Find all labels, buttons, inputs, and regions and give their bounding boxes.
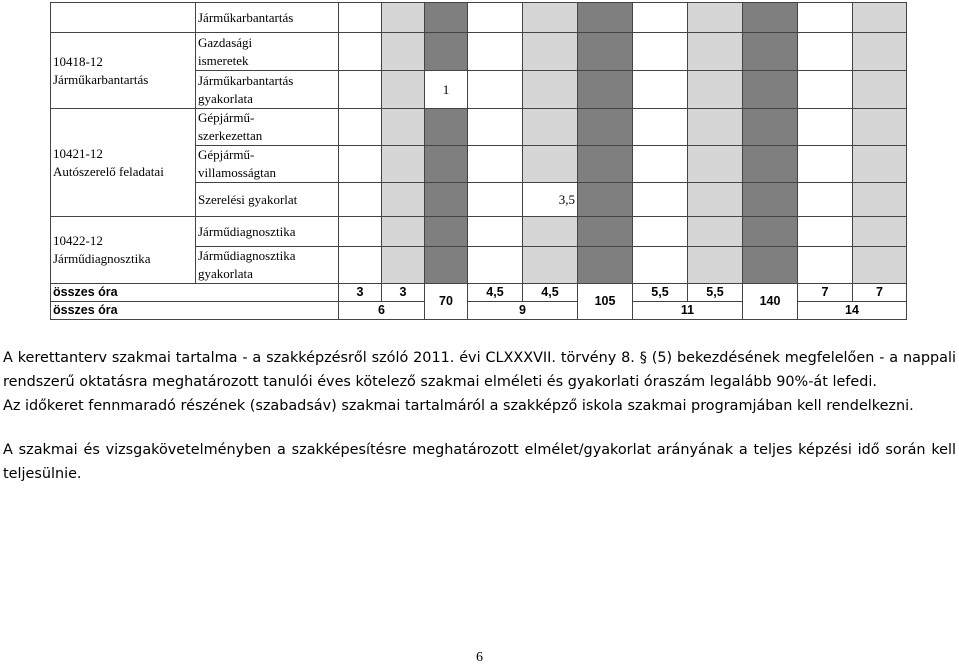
total-hours-row (51, 284, 907, 302)
total-value: 5,5 (633, 284, 688, 302)
total-value: 70 (425, 284, 468, 320)
table-row (51, 3, 907, 33)
text-line: Az időkeret fennmaradó részének (szabadsáv) szakmai tartalmáról a szakképző iskola szakmai programjában kell rendelkezni. (3, 398, 914, 414)
module-cell (51, 3, 196, 33)
total-value: 11 (633, 302, 743, 320)
text-line: A kerettanterv szakmai tartalma - a szakképzésről szóló 2011. évi CLXXXVII. törvény 8. § (5) bekezdésének megfelelően - a nappali (3, 350, 956, 366)
total-value: 3 (339, 284, 382, 302)
subject-cell: Járműdiagnosztika gyakorlata (196, 247, 339, 284)
total-value: 3 (382, 284, 425, 302)
subject-cell: Gazdasági ismeretek (196, 33, 339, 71)
subject-cell: Járműkarbantartás gyakorlata (196, 71, 339, 109)
page-number: 6 (476, 650, 483, 665)
subject-cell: Gépjármű- villamosságtan (196, 146, 339, 183)
curriculum-note-paragraph (3, 346, 956, 418)
hours-value: 1 (425, 71, 468, 109)
total-value: 105 (578, 284, 633, 320)
total-value: 14 (798, 302, 907, 320)
total-value: 4,5 (468, 284, 523, 302)
curriculum-table (50, 2, 907, 320)
subject-cell: Járműdiagnosztika (196, 217, 339, 247)
module-cell: 10421-12 Autószerelő feladatai (51, 109, 196, 217)
text-line: rendszerű oktatásra meghatározott tanulói éves kötelező szakmai elméleti és gyakorlati óraszám legalább 90%-át lefedi. (3, 374, 877, 390)
total-value: 6 (339, 302, 425, 320)
total-value: 7 (798, 284, 853, 302)
total-value: 7 (853, 284, 907, 302)
total-value: 5,5 (688, 284, 743, 302)
table-row (51, 109, 907, 146)
module-cell: 10422-12 Járműdiagnosztika (51, 217, 196, 284)
total-label: összes óra (51, 302, 339, 320)
ratio-requirement-paragraph: A szakmai és vizsgakövetelményben a szakképesítésre meghatározott elmélet/gyakorlat arányának a teljes képzési idő során kell teljesülnie. (3, 442, 956, 482)
total-value: 9 (468, 302, 578, 320)
subject-cell: Szerelési gyakorlat (196, 183, 339, 217)
module-cell: 10418-12 Járműkarbantartás (51, 33, 196, 109)
table-row (51, 217, 907, 247)
hours-value: 3,5 (523, 183, 578, 217)
total-label: összes óra (51, 284, 339, 302)
subject-cell: Járműkarbantartás (196, 3, 339, 33)
total-value: 4,5 (523, 284, 578, 302)
table-row (51, 33, 907, 71)
total-value: 140 (743, 284, 798, 320)
subject-cell: Gépjármű- szerkezettan (196, 109, 339, 146)
